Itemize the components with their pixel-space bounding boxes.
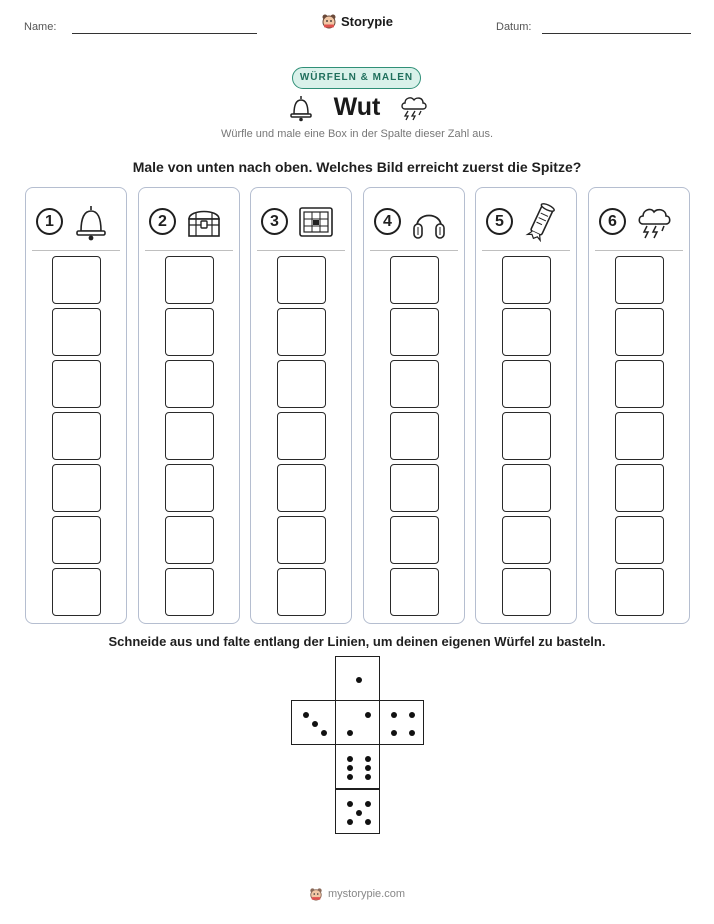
color-box[interactable]: [502, 516, 551, 564]
die-pip: [409, 730, 415, 736]
storypie-logo-icon: [309, 887, 323, 901]
column-divider: [145, 250, 233, 251]
column-header: [374, 202, 456, 242]
die-pip: [347, 774, 353, 780]
puzzle-board-icon: [296, 202, 336, 242]
color-box[interactable]: [615, 464, 664, 512]
column-header: [149, 202, 231, 242]
die-pip: [312, 721, 318, 727]
color-box[interactable]: [277, 308, 326, 356]
storm-cloud-icon: [634, 202, 674, 242]
column-header: [486, 202, 568, 242]
date-label: Datum:: [496, 21, 532, 33]
die-face: [335, 656, 380, 701]
column-header: [36, 202, 118, 242]
brand-name: Storypie: [340, 13, 393, 29]
color-box[interactable]: [52, 360, 101, 408]
color-box[interactable]: [502, 568, 551, 616]
activity-tag: WÜRFELN & MALEN: [292, 67, 421, 89]
die-pip: [321, 730, 327, 736]
footer-url: mystorypie.com: [327, 888, 406, 900]
headphones-icon: [409, 202, 449, 242]
column-divider: [32, 250, 120, 251]
page-title: Wut: [333, 93, 381, 121]
instruction: Male von unten nach oben. Welches Bild erreicht zuerst die Spitze?: [132, 159, 582, 175]
cut-instruction: Schneide aus und falte entlang der Linien, um deinen eigenen Würfel zu basteln.: [108, 634, 606, 649]
color-box[interactable]: [615, 360, 664, 408]
color-box[interactable]: [502, 360, 551, 408]
die-pip: [391, 712, 397, 718]
color-box[interactable]: [390, 412, 439, 460]
die-pip: [347, 801, 353, 807]
die-pip: [347, 819, 353, 825]
storypie-logo-icon: [321, 13, 337, 29]
column-header: [261, 202, 343, 242]
color-box[interactable]: [502, 308, 551, 356]
color-box[interactable]: [52, 568, 101, 616]
die-pip: [365, 801, 371, 807]
color-box[interactable]: [52, 308, 101, 356]
die-pip: [365, 774, 371, 780]
die-pip: [347, 730, 353, 736]
column-4: [363, 187, 465, 624]
color-box[interactable]: [277, 464, 326, 512]
die-face: [335, 744, 380, 789]
color-box[interactable]: [165, 360, 214, 408]
color-box[interactable]: [165, 568, 214, 616]
brand: [0, 13, 714, 34]
date-line[interactable]: [542, 33, 691, 34]
color-box[interactable]: [52, 516, 101, 564]
color-box[interactable]: [390, 256, 439, 304]
die-face: [379, 700, 424, 745]
treasure-chest-icon: [184, 202, 224, 242]
color-box[interactable]: [390, 516, 439, 564]
color-box[interactable]: [165, 516, 214, 564]
color-box[interactable]: [390, 464, 439, 512]
storm-cloud-icon: [398, 92, 430, 122]
die-face: [335, 789, 380, 834]
color-box[interactable]: [165, 464, 214, 512]
color-box[interactable]: [615, 568, 664, 616]
color-box[interactable]: [615, 256, 664, 304]
subtitle: Würfle und male eine Box in der Spalte dieser Zahl aus.: [220, 128, 494, 140]
column-number: 4: [374, 208, 401, 235]
column-number: 5: [486, 208, 513, 235]
column-header: [599, 202, 681, 242]
die-pip: [365, 819, 371, 825]
color-box[interactable]: [277, 360, 326, 408]
scroll-icon: [521, 202, 561, 242]
bell-icon: [71, 202, 111, 242]
die-face: [335, 700, 380, 745]
title-row: [0, 92, 714, 124]
column-number: 2: [149, 208, 176, 235]
column-divider: [595, 250, 683, 251]
die-pip: [347, 756, 353, 762]
color-box[interactable]: [615, 412, 664, 460]
column-3: [250, 187, 352, 624]
column-divider: [257, 250, 345, 251]
color-box[interactable]: [615, 516, 664, 564]
column-number: 3: [261, 208, 288, 235]
color-box[interactable]: [277, 516, 326, 564]
color-box[interactable]: [52, 464, 101, 512]
die-pip: [409, 712, 415, 718]
color-box[interactable]: [390, 568, 439, 616]
die-pip: [391, 730, 397, 736]
name-label: Name:: [24, 21, 57, 33]
column-divider: [370, 250, 458, 251]
column-divider: [482, 250, 570, 251]
color-box[interactable]: [502, 412, 551, 460]
color-box[interactable]: [165, 308, 214, 356]
color-box[interactable]: [390, 360, 439, 408]
color-box[interactable]: [277, 412, 326, 460]
die-pip: [365, 712, 371, 718]
color-box[interactable]: [165, 412, 214, 460]
column-number: 6: [599, 208, 626, 235]
color-box[interactable]: [502, 256, 551, 304]
die-face: [291, 700, 336, 745]
column-2: [138, 187, 240, 624]
die-pip: [303, 712, 309, 718]
color-box[interactable]: [52, 256, 101, 304]
footer: [0, 887, 714, 906]
die-pip: [347, 765, 353, 771]
die-pip: [365, 756, 371, 762]
color-box[interactable]: [277, 568, 326, 616]
die-pip: [365, 765, 371, 771]
color-box[interactable]: [615, 308, 664, 356]
die-pip: [356, 677, 362, 683]
column-5: [475, 187, 577, 624]
die-pip: [356, 810, 362, 816]
color-box[interactable]: [502, 464, 551, 512]
color-box[interactable]: [390, 308, 439, 356]
color-box[interactable]: [165, 256, 214, 304]
column-6: [588, 187, 690, 624]
column-1: [25, 187, 127, 624]
column-number: 1: [36, 208, 63, 235]
color-box[interactable]: [277, 256, 326, 304]
color-box[interactable]: [52, 412, 101, 460]
